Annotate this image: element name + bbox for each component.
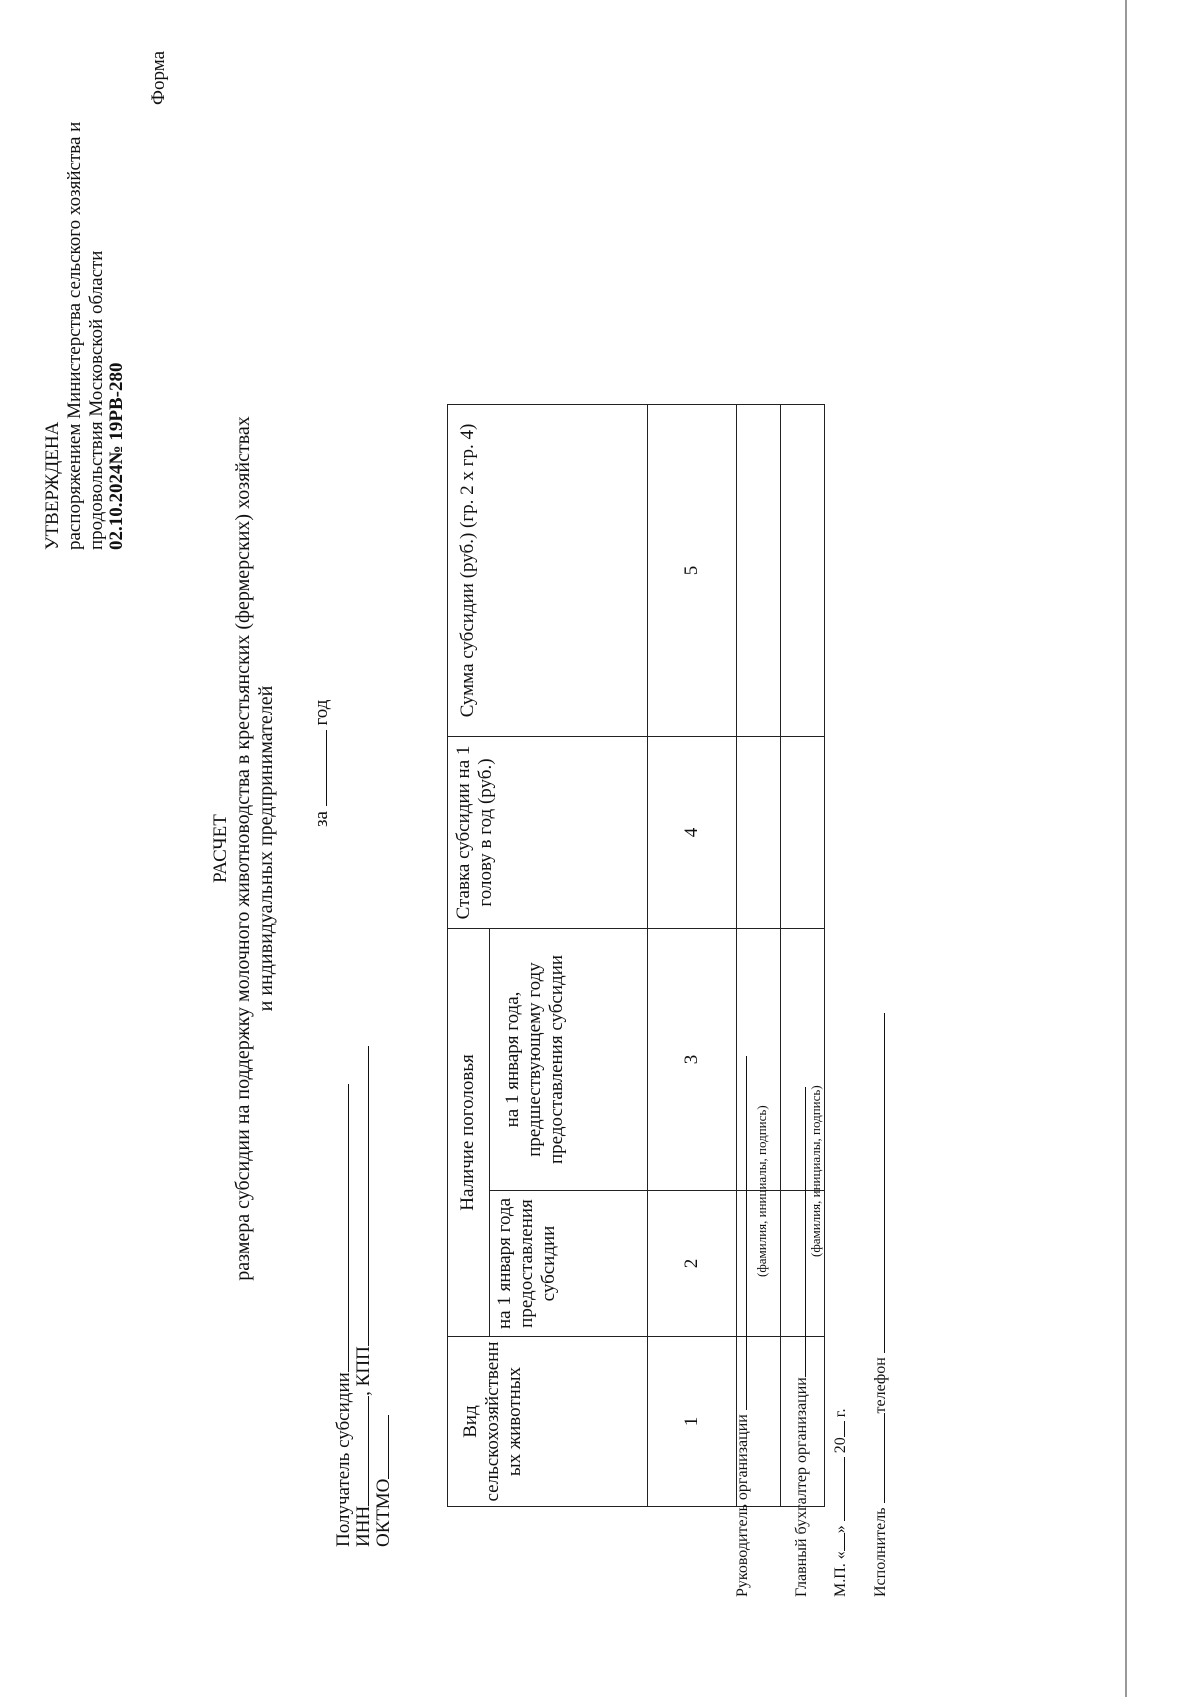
mp-suffix: г.	[832, 1408, 849, 1418]
recipient-label: Получатель субсидии	[333, 1372, 354, 1547]
scan-edge-line	[1125, 0, 1127, 1697]
table-number-cell: 1	[648, 1337, 737, 1507]
head-signature-field[interactable]	[728, 1056, 747, 1410]
accountant-signature-field[interactable]	[787, 1087, 806, 1377]
table-cell[interactable]	[737, 737, 781, 929]
approval-label: УТВЕРЖДЕНА	[42, 421, 63, 550]
inn-label: ИНН	[353, 1505, 374, 1547]
oktmo-field[interactable]	[370, 1415, 389, 1479]
mp-year: 20	[832, 1437, 849, 1454]
subsidy-table	[447, 404, 825, 1507]
col5-header: Сумма субсидии (руб.) (гр. 2 х гр. 4)	[448, 405, 648, 737]
title-line-1: размера субсидии на поддержку молочного животноводства в крестьянских (фермерских) хозяйствах	[232, 416, 254, 1281]
col2-header: на 1 января года предоставления субсидии	[489, 1191, 647, 1337]
recipient-field[interactable]	[330, 1084, 349, 1372]
col1-header: Вид сельскохозяйственн ых животных	[448, 1337, 648, 1507]
approval-line-3: 02.10.2024№ 19РВ-280	[106, 362, 127, 550]
head-label: Руководитель организации	[734, 1414, 751, 1597]
table-number-cell: 5	[648, 405, 737, 737]
table-number-row	[648, 405, 737, 1507]
mp-day-field[interactable]	[826, 1533, 845, 1551]
mp-date-line	[826, 1408, 852, 1597]
kpp-field[interactable]	[350, 1046, 369, 1346]
table-header-row-1	[448, 405, 490, 1507]
table-cell[interactable]	[781, 405, 825, 737]
oktmo-label: ОКТМО	[373, 1478, 394, 1547]
mp-mid: »	[832, 1525, 849, 1534]
title-heading: РАСЧЕТ	[210, 814, 231, 883]
oktmo-line	[370, 1415, 395, 1547]
table-number-cell: 3	[648, 929, 737, 1191]
phone-field[interactable]	[866, 1013, 885, 1353]
mp-prefix: М.П. «	[832, 1551, 849, 1597]
approval-line-1: распоряжением Министерства сельского хозяйства и	[64, 121, 85, 550]
executor-line	[866, 1013, 892, 1597]
accountant-label: Главный бухгалтер организации	[793, 1377, 810, 1597]
head-line	[728, 1056, 754, 1597]
head-caption: (фамилия, инициалы, подпись)	[754, 1105, 769, 1277]
group-header: Наличие поголовья	[448, 929, 490, 1337]
executor-label: Исполнитель	[872, 1507, 889, 1597]
col4-header: Ставка субсидии на 1 голову в год (руб.)	[448, 737, 648, 929]
form-label: Форма	[148, 50, 169, 105]
title-line-2: и индивидуальных предпринимателей	[255, 685, 277, 1012]
period-line	[308, 700, 333, 827]
mp-year-field[interactable]	[826, 1421, 845, 1437]
period-prefix: за	[311, 811, 332, 827]
kpp-label: , КПП	[353, 1346, 374, 1396]
col3-header: на 1 января года, предшествующему году предоставления субсидии	[489, 929, 647, 1191]
period-suffix: год	[311, 699, 332, 726]
period-year-field[interactable]	[308, 730, 327, 806]
table-number-cell: 2	[648, 1191, 737, 1337]
approval-line-2: продовольствия Московской области	[86, 250, 107, 550]
table-number-cell: 4	[648, 737, 737, 929]
executor-field[interactable]	[866, 1414, 885, 1504]
phone-label: телефон	[872, 1357, 889, 1414]
inn-field[interactable]	[350, 1396, 369, 1506]
mp-month-field[interactable]	[826, 1457, 845, 1521]
table-cell[interactable]	[737, 405, 781, 737]
table-cell[interactable]	[781, 737, 825, 929]
accountant-caption: (фамилия, инициалы, подпись)	[808, 1085, 823, 1257]
